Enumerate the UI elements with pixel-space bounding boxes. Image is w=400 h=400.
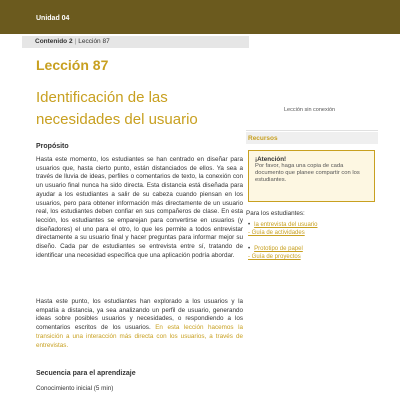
page-title-line-2: necesidades del usuario [36, 111, 198, 128]
resource-link-interview[interactable] [248, 221, 378, 237]
resource-link-subtitle[interactable]: - Guía de proyectos [248, 254, 301, 260]
purpose-paragraph-2-text: Hasta este punto, los estudiantes han explorado a los usuarios y la empatía a distancia, ya sea analizando un perfil de usuario, generando ideas sobre posibles usuarios y necesidades, o respondiendo a los comentarios escritos de los usuarios. [36, 298, 243, 332]
offline-lesson-link[interactable]: Lección sin conexión [284, 107, 336, 113]
page-title [36, 87, 246, 131]
attention-body: Por favor, haga una copia de cada documento que planee compartir con los estudiantes. [255, 163, 360, 184]
resource-link-title[interactable]: Prototipo de papel [254, 246, 303, 252]
unit-label: Unidad 04 [36, 15, 70, 22]
unit-header-bar [0, 0, 400, 34]
resource-bullet: • [248, 246, 251, 252]
resources-header [246, 132, 378, 144]
purpose-paragraph-2 [36, 298, 243, 350]
breadcrumb-text [35, 38, 110, 45]
sequence-item-1: Conocimiento inicial (5 min) [36, 385, 114, 392]
breadcrumb-separator: | [74, 38, 77, 45]
resource-link-title[interactable]: la entrevista del usuario [254, 222, 318, 228]
breadcrumb-content[interactable]: Contenido 2 [35, 38, 73, 45]
sidebar-divider [246, 130, 378, 131]
attention-box [248, 150, 375, 202]
resource-link-prototype[interactable] [248, 245, 378, 261]
page-title-line-1: Identificación de las [36, 89, 168, 106]
resources-heading: Recursos [248, 135, 278, 142]
resource-bullet: • [248, 222, 251, 228]
breadcrumb-lesson: Lección 87 [78, 38, 110, 45]
lesson-number: Lección 87 [36, 57, 109, 73]
purpose-paragraph-1: Hasta este momento, los estudiantes se han centrado en diseñar para usuarios que, hasta cierto punto, están distanciados de ellos. Ya sea a través de lluvia de ideas, perfiles o comentarios de texto, la conexión con un usuario final nunca ha sido directa. Esta distancia está diseñada para ayudar a los estudiantes a salir de su cabeza cuando piensan en los usuarios, pero para obtener información más directamente de un usuario real, los estudiantes deben confiar en sus compañeros de clase. En esta lección, los estudiantes se emparejan para convertirse en usuarios (y diseñadores) el uno para el otro, lo que les permite a todos entrevistar directamente a su usuario final y hacer preguntas para informar mejor su diseño. Cada par de estudiantes se entrevista entre sí, tratando de identificar una necesidad específica que una aplicación podría abordar. [36, 156, 243, 259]
breadcrumb [22, 36, 249, 48]
resource-link-subtitle[interactable]: - Guía de actividades [248, 230, 305, 236]
purpose-paragraph-2-highlight: En esta lección hacemos la transición a una interacción más directa con los usuarios, a través de entrevistas. [36, 324, 243, 349]
sequence-heading: Secuencia para el aprendizaje [36, 370, 136, 377]
for-students-label: Para los estudiantes: [246, 210, 305, 217]
attention-title: ¡Atención! [255, 156, 287, 163]
purpose-heading: Propósito [36, 143, 69, 150]
